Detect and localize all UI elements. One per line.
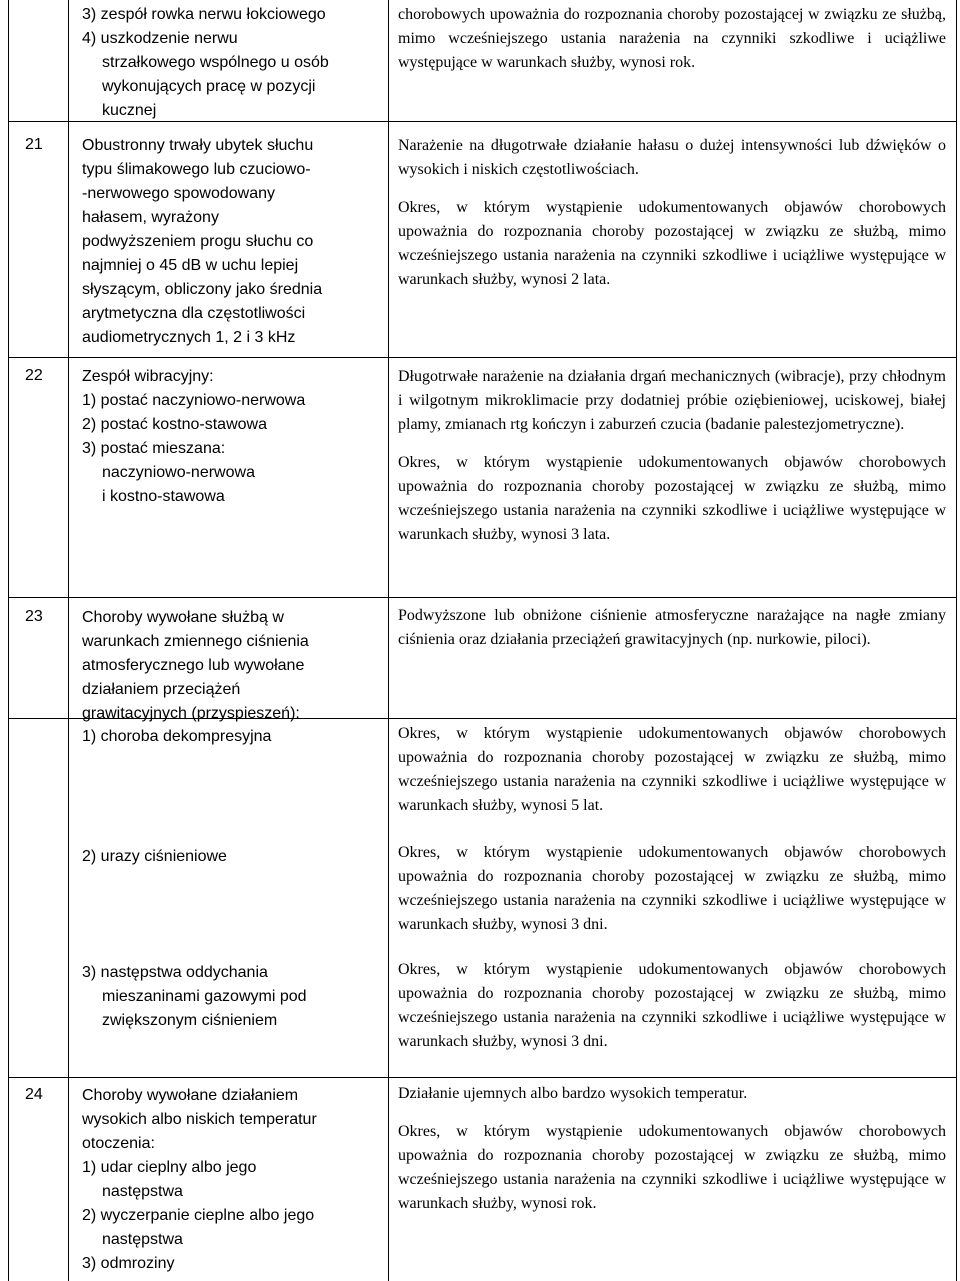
disease-line: 2) wyczerpanie cieplne albo jego [82,1207,315,1224]
disease-line: naczyniowo-nerwowa [102,464,255,481]
observation-period-text: Okres, w którym wystąpienie udokumentowanych objawów chorobowych upoważnia do rozpoznania choroby pozostającej w związku ze służbą, mimo wcześniejszego ustania narażenia na czynniki szkodliwe i uciążliwe występujące w warunkach służby, wynosi 3 dni. [398,844,946,933]
exposure-text: Narażenie na długotrwałe działanie hałasu o dużej intensywności lub dźwięków o wysokich i niskich częstotliwościach. [398,137,946,178]
disease-line: i kostno-stawowa [102,488,225,505]
disease-line: 4) uszkodzenie nerwu [82,30,238,47]
subitem-conditions [398,722,946,818]
subitem-disease [82,845,227,869]
disease-line: -nerwowego spowodowany [82,185,275,202]
conditions-cell [398,604,946,652]
conditions-cell [398,134,946,292]
conditions-cell [398,365,946,547]
disease-line: 1) udar cieplny albo jego [82,1159,257,1176]
disease-line: atmosferycznego lub wywołane [82,657,305,674]
subitem-conditions [398,841,946,937]
disease-line: arytmetyczna dla częstotliwości [82,305,306,322]
row-number: 24 [25,1086,43,1103]
observation-period-text: chorobowych upoważnia do rozpoznania choroby pozostającej w związku ze służbą, mimo wcześniejszego ustania narażenia na czynniki szkodliwe i uciążliwe występujące w warunkach służby, wynosi rok. [398,6,946,71]
disease-line: następstwa [102,1231,183,1248]
row-number: 23 [25,608,43,625]
disease-line: warunkach zmiennego ciśnienia [82,633,309,650]
column-divider-number [68,0,69,1281]
disease-line: strzałkowego wspólnego u osób [102,54,329,71]
observation-period-text: Okres, w którym wystąpienie udokumentowanych objawów chorobowych upoważnia do rozpoznania choroby pozostającej w związku ze służbą, mimo wcześniejszego ustania narażenia na czynniki szkodliwe i uciążliwe występujące w warunkach służby, wynosi 2 lata. [398,199,946,288]
row-separator [8,1077,957,1078]
disease-line: podwyższeniem progu słuchu co [82,233,314,250]
disease-line: następstwa [102,1183,183,1200]
disease-cell [82,3,329,123]
disease-line: 1) choroba dekompresyjna [82,728,272,745]
disease-line: 1) postać naczyniowo-nerwowa [82,392,306,409]
disease-line: 3) zespół rowka nerwu łokciowego [82,6,326,23]
row-separator [8,597,957,598]
disease-line: Obustronny trwały ubytek słuchu [82,137,314,154]
table-border-left [8,0,9,1281]
disease-line: audiometrycznych 1, 2 i 3 kHz [82,329,296,346]
disease-cell [82,365,305,509]
disease-line: typu ślimakowego lub czuciowo- [82,161,311,178]
row-separator [8,357,957,358]
conditions-cell [398,3,946,75]
observation-period-text: Okres, w którym wystąpienie udokumentowanych objawów chorobowych upoważnia do rozpoznania choroby pozostającej w związku ze służbą, mimo wcześniejszego ustania narażenia na czynniki szkodliwe i uciążliwe występujące w warunkach służby, wynosi 5 lat. [398,725,946,814]
disease-line: wysokich albo niskich temperatur [82,1111,317,1128]
subitem-conditions [398,958,946,1054]
exposure-text: Długotrwałe narażenie na działania drgań mechanicznych (wibracje), przy chłodnym i wilgotnym mikroklimacie przy dodatniej próbie oziębieniowej, uciskowej, białej plamy, zmianach rtg kończyn i zaburzeń czucia (badanie palestezjometryczne). [398,368,946,433]
disease-line: działaniem przeciążeń [82,681,241,698]
conditions-cell [398,1082,946,1216]
disease-line: najmniej o 45 dB w uchu lepiej [82,257,299,274]
disease-line: Choroby wywołane służbą w [82,609,284,626]
subitem-disease [82,961,307,1033]
disease-cell [82,1084,317,1276]
column-divider-disease [388,0,389,1281]
table-border-right [956,0,957,1281]
disease-line: 2) urazy ciśnieniowe [82,848,227,865]
disease-line: Choroby wywołane działaniem [82,1087,299,1104]
disease-line: zwiększonym ciśnieniem [102,1012,278,1029]
disease-line: 3) postać mieszana: [82,440,226,457]
exposure-text: Podwyższone lub obniżone ciśnienie atmosferyczne narażające na nagłe zmiany ciśnienia oraz działania przeciążeń grawitacyjnych (np. nurkowie, piloci). [398,607,946,648]
disease-line: wykonujących pracę w pozycji [102,78,316,95]
disease-cell [82,134,322,350]
disease-line: kucznej [102,102,157,119]
observation-period-text: Okres, w którym wystąpienie udokumentowanych objawów chorobowych upoważnia do rozpoznania choroby pozostającej w związku ze służbą, mimo wcześniejszego ustania narażenia na czynniki szkodliwe i uciążliwe występujące w warunkach służby, wynosi 3 lata. [398,454,946,543]
disease-line: mieszaninami gazowymi pod [102,988,307,1005]
observation-period-text: Okres, w którym wystąpienie udokumentowanych objawów chorobowych upoważnia do rozpoznania choroby pozostającej w związku ze służbą, mimo wcześniejszego ustania narażenia na czynniki szkodliwe i uciążliwe występujące w warunkach służby, wynosi 3 dni. [398,961,946,1050]
subitem-disease [82,725,271,749]
disease-line: otoczenia: [82,1135,155,1152]
disease-line: słyszącym, obliczony jako średnia [82,281,323,298]
disease-cell [82,606,309,726]
disease-line: 3) odmroziny [82,1255,175,1272]
disease-line: hałasem, wyrażony [82,209,219,226]
row-number: 22 [25,367,43,384]
disease-line: Zespół wibracyjny: [82,368,214,385]
row-number: 21 [25,136,43,153]
disease-line: grawitacyjnych (przyspieszeń): [82,705,300,722]
disease-line: 3) następstwa oddychania [82,964,268,981]
disease-line: 2) postać kostno-stawowa [82,416,267,433]
exposure-text: Działanie ujemnych albo bardzo wysokich temperatur. [398,1085,748,1102]
observation-period-text: Okres, w którym wystąpienie udokumentowanych objawów chorobowych upoważnia do rozpoznania choroby pozostającej w związku ze służbą, mimo wcześniejszego ustania narażenia na czynniki szkodliwe i uciążliwe występujące w warunkach służby, wynosi rok. [398,1123,946,1212]
